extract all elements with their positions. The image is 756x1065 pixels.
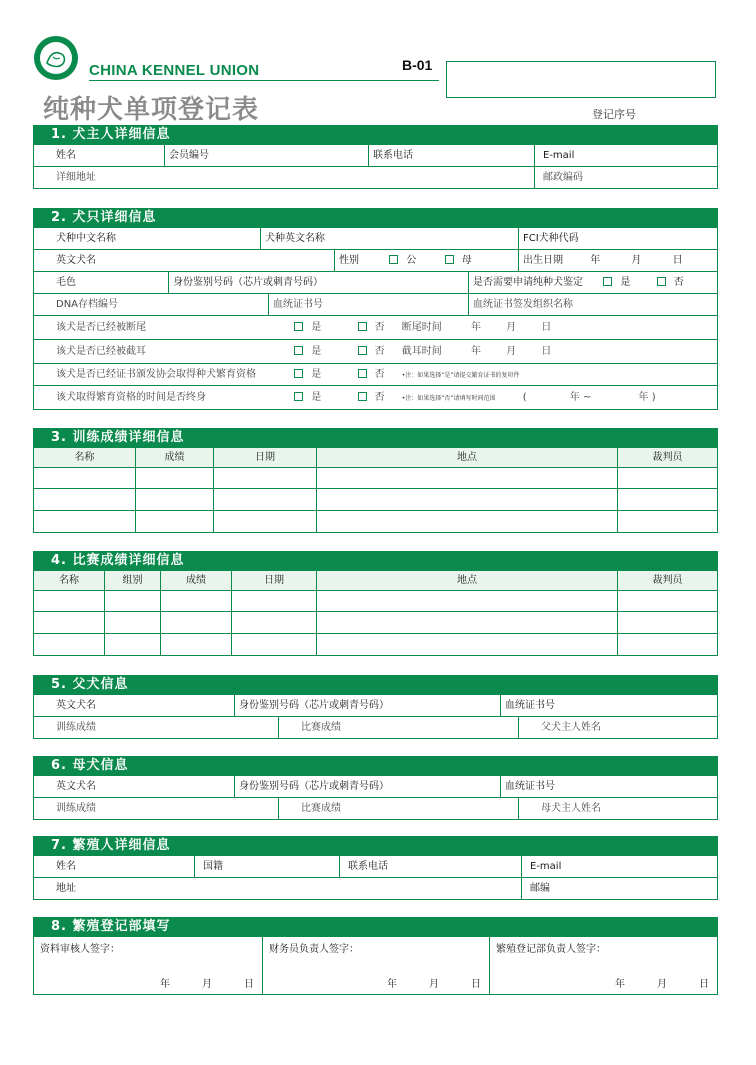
lifetime-yes-checkbox[interactable] (294, 392, 303, 401)
sex-field (334, 250, 518, 271)
field-label: 资料审核人签字： (40, 944, 120, 955)
form-row (33, 776, 718, 798)
dam-en-name-field[interactable] (34, 776, 234, 797)
field-label: 训练成绩 (56, 803, 96, 814)
field-label: 繁殖登记部负责人签字： (496, 944, 606, 955)
registry-signature-field[interactable] (489, 937, 717, 994)
column-header: 组别 (104, 571, 160, 590)
field-label: 是否需要申请纯种犬鉴定 (473, 277, 583, 288)
owner-address-field[interactable] (34, 167, 534, 188)
field-label: DNA存档编号 (56, 299, 119, 310)
option-label: 否 (374, 392, 385, 403)
option-label: 否 (374, 322, 385, 333)
form-row (33, 717, 718, 739)
ear-no-checkbox[interactable] (358, 346, 367, 355)
field-label: 姓名 (56, 150, 76, 161)
coat-color-field[interactable] (34, 272, 168, 293)
dna-archive-field[interactable] (34, 294, 268, 315)
form-row (33, 878, 718, 900)
column-header: 名称 (74, 452, 95, 463)
field-label: 身份鉴别号码（芯片或刺青号码） (173, 277, 323, 288)
column-header: 日期 (213, 448, 316, 467)
section-training-results (33, 428, 718, 533)
field-label: 身份鉴别号码（芯片或刺青号码） (239, 700, 389, 711)
field-label: 英文犬名 (56, 781, 96, 792)
sire-training-field[interactable] (34, 717, 278, 738)
time-label: 断尾时间 (401, 322, 442, 333)
reviewer-signature-field[interactable] (34, 937, 262, 994)
month-label: 月 (506, 346, 517, 357)
field-label: E-mail (530, 861, 562, 872)
section-breeder-info (33, 836, 718, 900)
section-title: 6. 母犬信息 (33, 756, 718, 776)
option-label: 公 (406, 255, 417, 266)
field-label: 地址 (56, 883, 76, 894)
owner-phone-field[interactable] (368, 145, 534, 166)
field-label: 血统证书号 (505, 781, 555, 792)
form-code: B-01 (402, 57, 433, 73)
column-header: 裁判员 (617, 448, 717, 467)
finance-signature-field[interactable] (262, 937, 489, 994)
male-checkbox[interactable] (389, 255, 398, 264)
field-label: 财务员负责人签字： (269, 944, 359, 955)
dam-pedigree-field[interactable] (500, 776, 717, 797)
lifetime-no-checkbox[interactable] (358, 392, 367, 401)
field-label: 训练成绩 (56, 722, 96, 733)
field-label: 比赛成绩 (301, 803, 341, 814)
section-title: 2. 犬只详细信息 (33, 208, 718, 228)
section-registry-use (33, 917, 718, 995)
dob-field[interactable] (518, 250, 717, 271)
table-row[interactable] (33, 634, 718, 656)
owner-postcode-field[interactable] (534, 167, 717, 188)
sire-pedigree-field[interactable] (500, 695, 717, 716)
form-row (33, 340, 718, 364)
year-label: 年 (590, 255, 601, 266)
table-row[interactable] (33, 468, 718, 489)
section-title: 5. 父犬信息 (33, 675, 718, 695)
field-label: 国籍 (203, 861, 223, 872)
form-row (33, 167, 718, 189)
option-label: 是 (311, 369, 322, 380)
field-label: 联系电话 (373, 150, 413, 161)
section-competition-results (33, 551, 718, 656)
pedigree-number-field[interactable] (268, 294, 468, 315)
field-label: 比赛成绩 (301, 722, 341, 733)
brand-name: CHINA KENNEL UNION (89, 62, 260, 79)
field-label: 犬种英文名称 (265, 233, 325, 244)
option-label: 母 (461, 255, 472, 266)
form-row (33, 294, 718, 316)
breeder-name-field[interactable] (34, 856, 194, 877)
field-label: 姓名 (56, 861, 76, 872)
sire-id-number-field[interactable] (234, 695, 500, 716)
registration-number-field[interactable] (446, 61, 716, 98)
field-label: 英文犬名 (56, 255, 96, 266)
owner-name-field[interactable] (34, 145, 164, 166)
field-label: 身份鉴别号码（芯片或刺青号码） (239, 781, 389, 792)
dam-id-number-field[interactable] (234, 776, 500, 797)
field-label: 血统证书签发组织名称 (473, 299, 573, 310)
field-label: 血统证书号 (273, 299, 323, 310)
tail-yes-checkbox[interactable] (294, 322, 303, 331)
dam-training-field[interactable] (34, 798, 278, 819)
field-label: 性别 (339, 255, 359, 266)
form-row (33, 272, 718, 294)
column-header: 成绩 (160, 571, 231, 590)
sire-en-name-field[interactable] (34, 695, 234, 716)
form-row (33, 386, 718, 410)
ear-yes-checkbox[interactable] (294, 346, 303, 355)
time-label: 截耳时间 (401, 346, 442, 357)
field-label: 详细地址 (56, 172, 96, 183)
member-number-field[interactable] (164, 145, 368, 166)
section-title: 3. 训练成绩详细信息 (33, 428, 718, 448)
brand-divider (89, 80, 439, 81)
breeder-nationality-field[interactable] (194, 856, 339, 877)
section-owner-info (33, 125, 718, 189)
year-label: 年 (470, 322, 481, 333)
purebred-assessment-field (468, 272, 717, 293)
section-sire-info (33, 675, 718, 739)
table-header-row (33, 448, 718, 468)
form-row (33, 856, 718, 878)
lifetime-qualification-field (34, 386, 717, 409)
field-label: 会员编号 (169, 150, 209, 161)
breeding-qualification-field (34, 364, 717, 385)
question-label: 该犬是否已经被截耳 (56, 346, 146, 357)
section-title: 7. 繁殖人详细信息 (33, 836, 718, 856)
section-dog-info (33, 208, 718, 410)
pedigree-org-field[interactable] (468, 294, 717, 315)
field-label: FCI犬种代码 (523, 233, 579, 244)
field-label: 毛色 (56, 277, 76, 288)
breeder-phone-field[interactable] (339, 856, 521, 877)
form-row (33, 250, 718, 272)
form-row (33, 364, 718, 386)
dam-owner-field[interactable] (518, 798, 717, 819)
field-label: 出生日期 (523, 255, 563, 266)
option-label: 否 (374, 369, 385, 380)
signature-row (33, 937, 718, 995)
breeding-note: •注：如果选择“是”请提交繁育证书的复印件 (401, 372, 520, 379)
owner-email-field[interactable] (534, 145, 717, 166)
breed-en-field[interactable] (260, 228, 518, 249)
question-label: 该犬取得繁育资格的时间是否终身 (56, 392, 206, 403)
lifetime-note: •注：如果选择“否”请填写时间范围 (401, 395, 496, 402)
question-label: 该犬是否已经被断尾 (56, 322, 146, 333)
purebred-yes-checkbox[interactable] (603, 277, 612, 286)
column-header: 地点 (316, 571, 617, 590)
table-row[interactable] (33, 511, 718, 533)
form-row (33, 798, 718, 820)
range-open: ( (522, 392, 527, 403)
tail-docking-field (34, 316, 717, 339)
breeder-address-field[interactable] (34, 878, 521, 899)
question-label: 该犬是否已经证书颁发协会取得种犬繁育资格 (56, 369, 256, 380)
dog-en-name-field[interactable] (34, 250, 334, 271)
field-label: 父犬主人姓名 (541, 722, 601, 733)
field-label: 犬种中文名称 (56, 233, 116, 244)
tail-no-checkbox[interactable] (358, 322, 367, 331)
field-label: 联系电话 (348, 861, 388, 872)
option-label: 是 (311, 392, 322, 403)
form-row (33, 228, 718, 250)
range-end-year: 年 ) (638, 392, 656, 403)
year-label: 年 (470, 346, 481, 357)
signature-date: 年 月 日 (160, 979, 254, 990)
day-label: 日 (672, 255, 683, 266)
field-label: 血统证书号 (505, 700, 555, 711)
field-label: 英文犬名 (56, 700, 96, 711)
section-dam-info (33, 756, 718, 820)
column-header: 名称 (59, 575, 79, 586)
table-row[interactable] (33, 612, 718, 634)
option-label: 是 (311, 346, 322, 357)
field-label: 邮政编码 (543, 172, 583, 183)
registration-number-label: 登记序号 (592, 108, 636, 121)
signature-date: 年 月 日 (387, 979, 481, 990)
signature-date: 年 月 日 (615, 979, 709, 990)
fci-code-field[interactable] (518, 228, 717, 249)
breeding-no-checkbox[interactable] (358, 369, 367, 378)
ear-cropping-field (34, 340, 717, 363)
column-header: 地点 (316, 448, 617, 467)
breeder-postcode-field[interactable] (521, 878, 717, 899)
breeder-email-field[interactable] (521, 856, 717, 877)
column-header: 裁判员 (617, 571, 717, 590)
day-label: 日 (541, 322, 552, 333)
sire-competition-field[interactable] (278, 717, 518, 738)
dog-id-number-field[interactable] (168, 272, 468, 293)
table-header-row (33, 571, 718, 591)
column-header: 日期 (231, 571, 316, 590)
dam-competition-field[interactable] (278, 798, 518, 819)
field-label: E-mail (543, 150, 575, 161)
option-label: 否 (673, 277, 684, 288)
china-kennel-union-logo (33, 35, 79, 81)
female-checkbox[interactable] (445, 255, 454, 264)
page-title: 纯种犬单项登记表 (43, 95, 260, 125)
field-label: 母犬主人姓名 (541, 803, 601, 814)
option-label: 是 (311, 322, 322, 333)
breeding-yes-checkbox[interactable] (294, 369, 303, 378)
month-label: 月 (631, 255, 642, 266)
range-start-year: 年 ~ (569, 392, 592, 403)
form-row (33, 316, 718, 340)
table-row[interactable] (33, 591, 718, 612)
section-title: 1. 犬主人详细信息 (33, 125, 718, 145)
section-title: 4. 比赛成绩详细信息 (33, 551, 718, 571)
column-header: 成绩 (135, 448, 213, 467)
form-row (33, 695, 718, 717)
table-row[interactable] (33, 489, 718, 511)
breed-cn-field[interactable] (34, 228, 260, 249)
month-label: 月 (506, 322, 517, 333)
option-label: 是 (620, 277, 631, 288)
purebred-no-checkbox[interactable] (657, 277, 666, 286)
form-row (33, 145, 718, 167)
field-label: 邮编 (530, 883, 550, 894)
section-title: 8. 繁殖登记部填写 (33, 917, 718, 937)
option-label: 否 (374, 346, 385, 357)
day-label: 日 (541, 346, 552, 357)
sire-owner-field[interactable] (518, 717, 717, 738)
